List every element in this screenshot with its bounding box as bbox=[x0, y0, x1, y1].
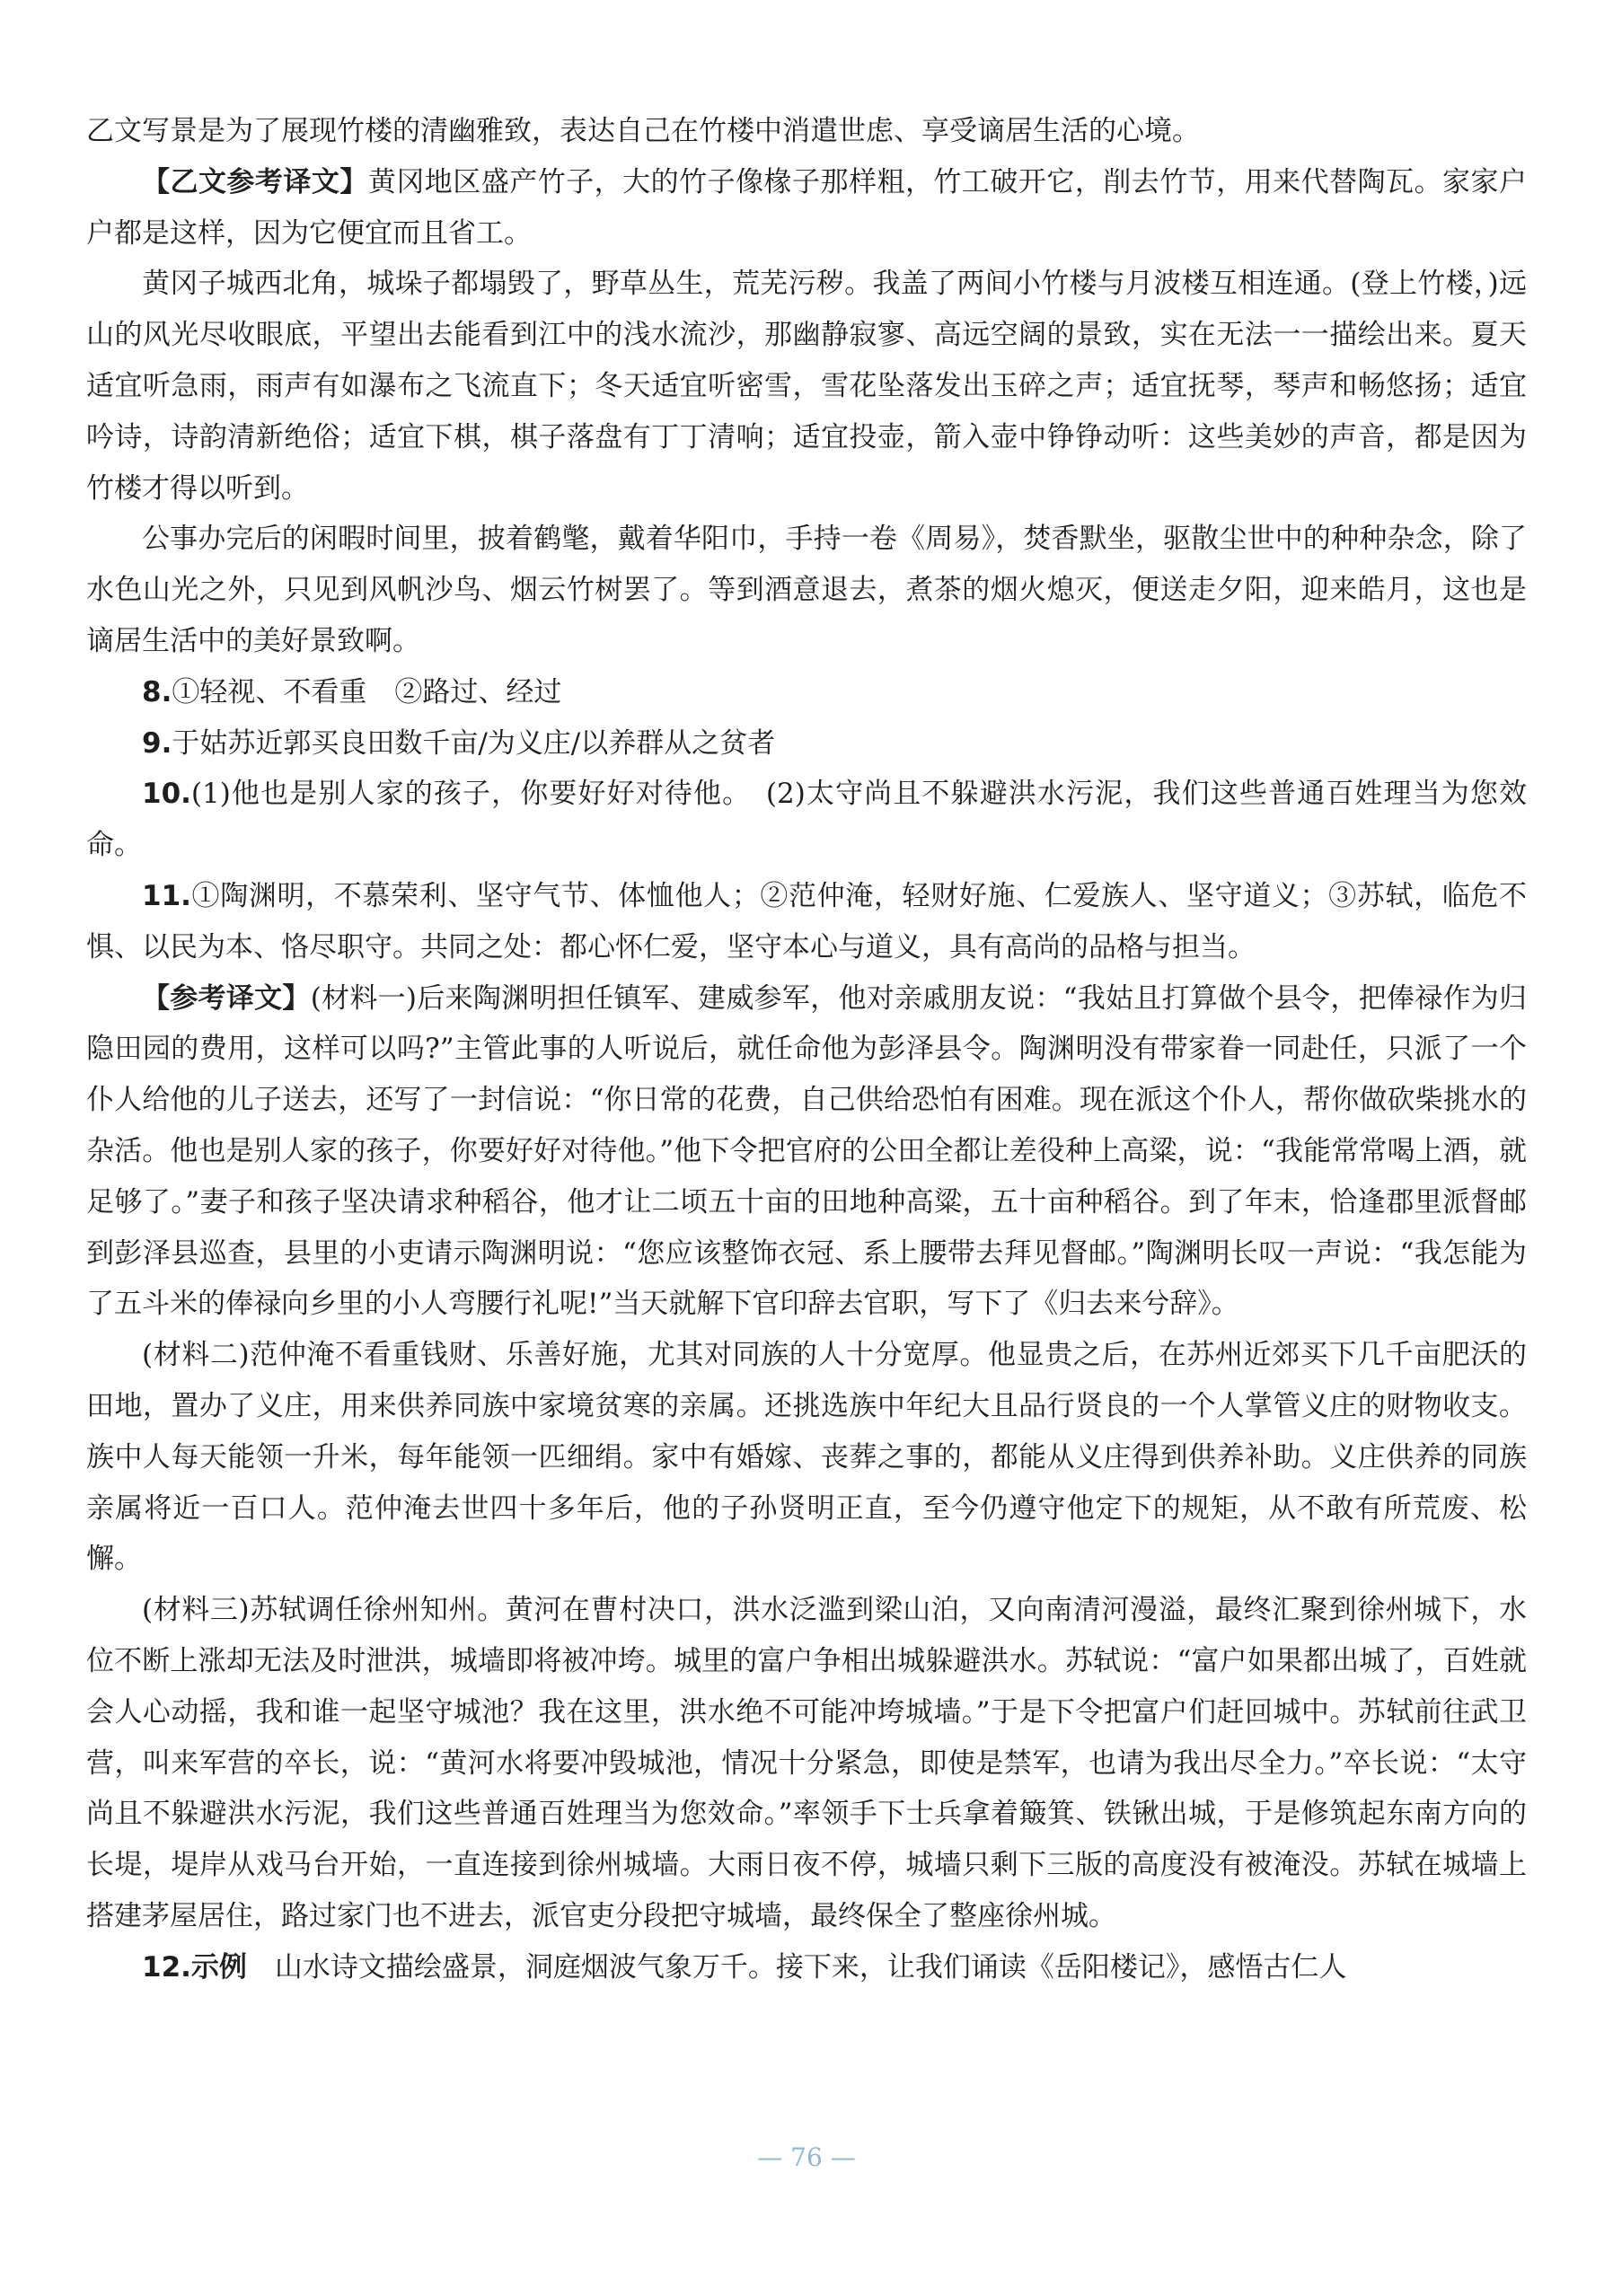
paragraph-text: (材料三)苏轼调任徐州知州。黄河在曹村决口，洪水泛滥到梁山泊，又向南清河漫溢，最终汇聚到徐州城下，水位不断上涨却无法及时泄洪，城墙即将被冲垮。城里的富户争相出城躲避洪水。苏轼说：“富户如果都出城了，百姓就会人心动摇，我和谁一起坚守城池？我在这里，洪水绝不可能冲垮城墙。”于是下令把富户们赶回城中。苏轼前往武卫营，叫来军营的卒长，说：“黄河水将要冲毁城池，情况十分紧急，即使是禁军，也请为我出尽全力。”卒长说：“太守尚且不躲避洪水污泥，我们这些普通百姓理当为您效命。”率领手下士兵拿着簸箕、铁锹出城，于是修筑起东南方向的长堤，堤岸从戏马台开始，一直连接到徐州城墙。大雨日夜不停，城墙只剩下三版的高度没有被淹没。苏轼在城墙上搭建茅屋居住，路过家门也不进去，派官吏分段把守城墙，最终保全了整座徐州城。 bbox=[86, 1594, 1527, 1932]
reference-translation-3 bbox=[86, 1585, 1527, 1942]
paragraph-yi-translation-3 bbox=[86, 514, 1527, 666]
answer-text: (1)他也是别人家的孩子，你要好好对待他。 (2)太守尚且不躲避洪水污泥，我们这些普通百姓理当为您效命。 bbox=[86, 778, 1527, 862]
question-number: 9. bbox=[142, 726, 172, 760]
answer-11 bbox=[86, 871, 1527, 973]
answer-12 bbox=[86, 1942, 1527, 1993]
page-body bbox=[86, 106, 1527, 1993]
question-number: 11. bbox=[142, 879, 191, 912]
paragraph-yi-summary bbox=[86, 106, 1527, 157]
paragraph-text: (材料二)范仲淹不看重钱财、乐善好施，尤其对同族的人十分宽厚。他显贵之后，在苏州近郊买下几千亩肥沃的田地，置办了义庄，用来供养同族中家境贫寒的亲属。还挑选族中年纪大且品行贤良的一个人掌管义庄的财物收支。族中人每天能领一升米，每年能领一匹细绢。家中有婚嫁、丧葬之事的，都能从义庄得到供养补助。义庄供养的同族亲属将近一百口人。范仲淹去世四十多年后，他的子孙贤明正直，至今仍遵守他定下的规矩，从不敢有所荒废、松懈。 bbox=[86, 1339, 1527, 1576]
answer-text: ①轻视、不看重 ②路过、经过 bbox=[172, 675, 562, 708]
reference-translation-2 bbox=[86, 1330, 1527, 1585]
section-label: 【乙文参考译文】 bbox=[142, 165, 368, 198]
paragraph-text: 乙文写景是为了展现竹楼的清幽雅致，表达自己在竹楼中消遣世虑、享受谪居生活的心境。 bbox=[86, 115, 1200, 147]
section-label: 【参考译文】 bbox=[142, 981, 311, 1015]
paragraph-text: (材料一)后来陶渊明担任镇军、建威参军，他对亲戚朋友说：“我姑且打算做个县令，把俸禄作为归隐田园的费用，这样可以吗?”主管此事的人听说后，就任命他为彭泽县令。陶渊明没有带家眷一同赴任，只派了一个仆人给他的儿子送去，还写了一封信说：“你日常的花费，自己供给恐怕有困难。现在派这个仆人，帮你做砍柴挑水的杂活。他也是别人家的孩子，你要好好对待他。”他下令把官府的公田全都让差役种上高粱，说：“我能常常喝上酒，就足够了。”妻子和孩子坚决请求种稻谷，他才让二顷五十亩的田地种高粱，五十亩种稻谷。到了年末，恰逢郡里派督邮到彭泽县巡查，县里的小吏请示陶渊明说：“您应该整饰衣冠、系上腰带去拜见督邮。”陶渊明长叹一声说：“我怎能为了五斗米的俸禄向乡里的小人弯腰行礼呢!”当天就解下官印辞去官职，写下了《归去来兮辞》。 bbox=[86, 981, 1527, 1321]
answer-9 bbox=[86, 718, 1527, 770]
answer-text: 于姑苏近郭买良田数千亩/为义庄/以养群从之贫者 bbox=[172, 726, 776, 760]
answer-text: ①陶渊明，不慕荣利、坚守气节、体恤他人；②范仲淹，轻财好施、仁爱族人、坚守道义；③苏轼，临危不惧、以民为本、恪尽职守。共同之处：都心怀仁爱，坚守本心与道义，具有高尚的品格与担当。 bbox=[86, 879, 1527, 963]
paragraph-yi-translation-1 bbox=[86, 157, 1527, 260]
paragraph-text: 公事办完后的闲暇时间里，披着鹤氅，戴着华阳巾，手持一卷《周易》，焚香默坐，驱散尘世中的种种杂念，除了水色山光之外，只见到风帆沙鸟、烟云竹树罢了。等到酒意退去，煮茶的烟火熄灭，便送走夕阳，迎来皓月，这也是谪居生活中的美好景致啊。 bbox=[86, 523, 1527, 657]
paragraph-text: 黄冈子城西北角，城垛子都塌毁了，野草丛生，荒芜污秽。我盖了两间小竹楼与月波楼互相连通。(登上竹楼，)远山的风光尽收眼底，平望出去能看到江中的浅水流沙，那幽静寂寥、高远空阔的景致，实在无法一一描绘出来。夏天适宜听急雨，雨声有如瀑布之飞流直下；冬天适宜听密雪，雪花坠落发出玉碎之声；适宜抚琴，琴声和畅悠扬；适宜吟诗，诗韵清新绝俗；适宜下棋，棋子落盘有丁丁清响；适宜投壶，箭入壶中铮铮动听：这些美妙的声音，都是因为竹楼才得以听到。 bbox=[86, 268, 1527, 505]
reference-translation-1 bbox=[86, 973, 1527, 1331]
paragraph-text: 黄冈地区盛产竹子，大的竹子像椽子那样粗，竹工破开它，削去竹节，用来代替陶瓦。家家户户都是这样，因为它便宜而且省工。 bbox=[86, 165, 1528, 250]
question-number: 8. bbox=[142, 675, 172, 708]
question-number: 12.示例 bbox=[142, 1950, 247, 1984]
answer-text: 山水诗文描绘盛景，洞庭烟波气象万千。接下来，让我们诵读《岳阳楼记》，感悟古仁人 bbox=[246, 1950, 1347, 1984]
paragraph-yi-translation-2 bbox=[86, 259, 1527, 514]
page-number: — 76 — bbox=[757, 2142, 856, 2172]
question-number: 10. bbox=[142, 778, 191, 811]
answer-10 bbox=[86, 769, 1527, 871]
answer-8 bbox=[86, 667, 1527, 718]
